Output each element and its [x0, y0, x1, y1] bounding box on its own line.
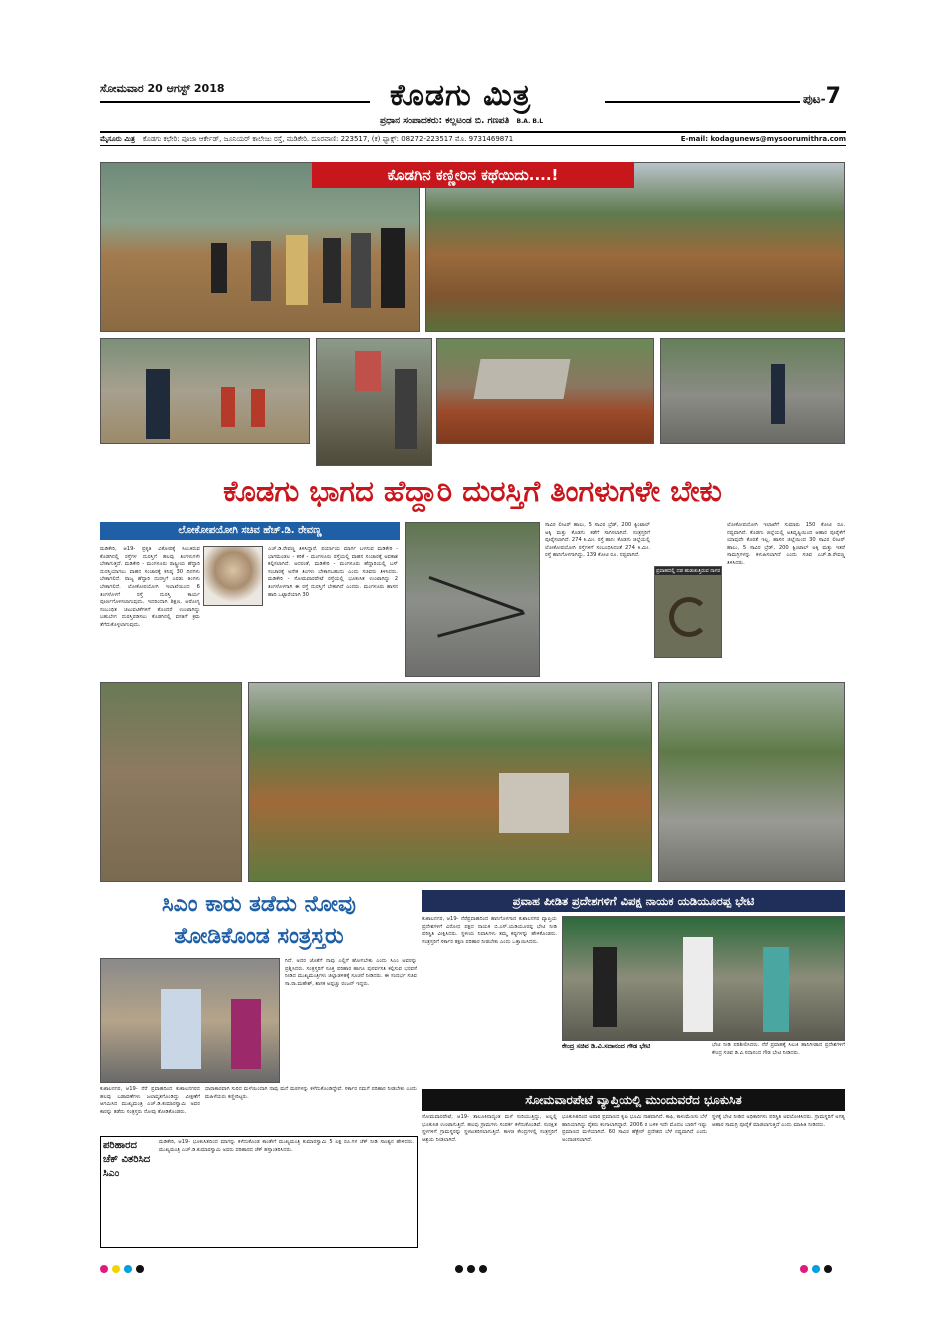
registration-marks-left — [100, 1258, 148, 1277]
masthead-rule-left — [100, 101, 370, 103]
story1-col3: ಸಾವಿರ ಲೀಟರ್ ಹಾಲು, 5 ಸಾವಿರ ಬ್ರೆಡ್, 200 ಕ್ವಿಂಟಾಲ್ ಅಕ್ಕಿ ಮತ್ತು ಕೊಡಗು ಕಡೆಗೆ ಸಾಗಿಸಲಾಗಿದೆ. ಸಂತ್ರಸ್ತರಿಗೆ ಪೂರೈಸಲಾಗಿದೆ. 274 ಕಿ.ಮೀ. ರಸ್ತೆ ಹಾನಿ: ಕೊಡಗು ಜಿಲ್ಲೆಯಲ್ಲಿ ಲೋಕೋಪಯೋಗಿ ರಸ್ತೆಗಳಿಗೆ ಸಂಬಂಧಿಸಿದಂತೆ 274 ಕಿ.ಮೀ. ರಸ್ತೆ ಹಾನಿಗೊಳಗಾಗಿದ್ದು, 139 ಕೋಟಿ ರೂ. ನಷ್ಟವಾಗಿದೆ. — [545, 522, 650, 559]
photo-cracked-road-rescuers — [660, 338, 845, 444]
photo-carrying-person — [316, 338, 432, 466]
masthead-rule-right — [605, 101, 800, 103]
story2-body-b: ಧಾರಾಕಾರವಾಗಿ ಸುರಿದ ಮಳೆಯಿಂದಾಗಿ ನಾವು ಮನೆ ಮಠಗಳನ್ನು ಕಳೆದುಕೊಂಡಿದ್ದೇವೆ. ಸರ್ಕಾರ ನಮಗೆ ಪರಿಹಾರ ನೀಡಬೇಕು ಎಂದು ಮಹಿಳೆಯರು ಕಣ್ಣೀರಿಟ್ಟರು. — [205, 1086, 417, 1100]
story4-headline: ಸೋಮವಾರಪೇಟೆ ವ್ಯಾಪ್ತಿಯಲ್ಲಿ ಮುಂದುವರೆದ ಭೂಕುಸಿತ — [422, 1089, 845, 1111]
address-strip — [100, 131, 846, 146]
story1-kicker: ಲೋಕೋಪಯೋಗಿ ಸಚಿವ ಹೆಚ್.ಡಿ. ರೇವಣ್ಣ — [100, 522, 400, 540]
page-label: ಪುಟ- — [803, 92, 826, 106]
registration-marks-center — [455, 1258, 491, 1277]
brand-small: ಮೈಸೂರು ಮಿತ್ರ — [100, 134, 135, 143]
masthead-date: ಸೋಮವಾರ 20 ಆಗಸ್ಟ್ 2018 — [100, 82, 225, 95]
story4-body2: ಭೂಕುಸಿತದಿಂದ ಅಪಾರ ಪ್ರಮಾಣದ ಕೃಷಿ ಭೂಮಿ ನಾಶವಾಗಿದೆ. ಕಾಫಿ, ಕಾಳುಮೆಣಸು ಬೆಳೆ ಹಾನಿಯಾಗಿದ್ದು ರೈತರು ಕಂಗಾಲಾಗಿದ್ದಾರೆ. 2006 ರ ಬಳಿಕ ಇದೇ ಮೊದಲ ಬಾರಿಗೆ ಇಷ್ಟು ಪ್ರಮಾಣದ ಮಳೆಯಾಗಿದೆ. 60 ಸಾವಿರ ಹೆಕ್ಟೇರ್ ಪ್ರದೇಶದ ಬೆಳೆ ನಷ್ಟವಾಗಿದೆ ಎಂದು ಅಂದಾಜಿಸಲಾಗಿದೆ. — [562, 1114, 707, 1143]
story4-body3: ಸ್ಥಳಕ್ಕೆ ಭೇಟಿ ನೀಡಿದ ಅಧಿಕಾರಿಗಳು ಪರಿಸ್ಥಿತಿ ಅವಲೋಕಿಸಿದರು. ಗ್ರಾಮಸ್ಥರಿಗೆ ಅಗತ್ಯ ಆಹಾರ ಸಾಮಗ್ರಿ ಪೂರೈಕೆ ಮಾಡಲಾಗುತ್ತಿದೆ ಎಂದು ಮಾಹಿತಿ ನೀಡಿದರು. — [712, 1114, 845, 1128]
photo-rescue-rope — [100, 338, 310, 444]
banner: ಕೊಡಗಿನ ಕಣ್ಣೀರಿನ ಕಥೆಯಿದು....! — [312, 162, 634, 188]
story1-col2: ಎಚ್.ಡಿ.ರೇವಣ್ಣ ತಿಳಿಸಿದ್ದಾರೆ. ಪರ್ಯಾಯ ಮಾರ್ಗ ಬಳಸುವ ಮಡಿಕೇರಿ - ಭಾಗಮಂಡಲ - ಕರಿಕೆ - ಮಂಗಳೂರು ರಸ್ತೆಯಲ್ಲಿ ವಾಹನ ಸಂಚಾರಕ್ಕೆ ಅವಕಾಶ ಕಲ್ಪಿಸಲಾಗಿದೆ. ಅದರಂತೆ, ಮಡಿಕೇರಿ - ಮಂಗಳೂರು ಹೆದ್ದಾರಿಯಲ್ಲಿ ಬಸ್ ಸಂಚಾರಕ್ಕೆ ಅನೇಕ ತಿಂಗಳು ಬೇಕಾಗಬಹುದು ಎಂದು ಸಚಿವರು ತಿಳಿಸಿದರು. ಮಡಿಕೇರಿ - ಸೋಮವಾರಪೇಟೆ ರಸ್ತೆಯಲ್ಲಿ ಭೂಕುಸಿತ ಉಂಟಾಗಿದ್ದು 2 ತಿಂಗಳೊಳಗಾಗಿ ಈ ರಸ್ತೆ ದುರಸ್ತಿಗೆ ಬೇಕಾಗಿದೆ ಎಂದರು. ಮಂಗಳೂರು ಹಾಸನ ಹಾದಿ ಒಟ್ಟಾರೆಯಾಗಿ 30 — [268, 546, 398, 598]
photo-damaged-highway — [405, 522, 540, 677]
address-line: ಕೊಡಗು ಕಛೇರಿ: ಪೂಜಾ ಆರ್ಕೇಡ್, ಜೂನಿಯರ್ ಕಾಲೇಜು ರಸ್ತೆ, ಮಡಿಕೇರಿ. ದೂರವಾಣಿ: 223517, (ಕ) ಫ್ಯಾಕ್ಸ್: 08272-223517 ಮೊ. 9731469871 — [142, 134, 514, 143]
editor-degree: B.A. B.L — [516, 118, 544, 125]
story3-photo-caption: ಕೇಂದ್ರ ಸಚಿವ ಡಿ.ವಿ.ಸದಾನಂದ ಗೌಡ ಭೇಟಿ — [562, 1042, 651, 1050]
story3-body: ಕುಶಾಲನಗರ, ಆ19- ನೆರೆಪ್ರವಾಹದಿಂದ ಹಾನಿಗೊಳಗಾದ ಕುಶಾಲನಗರ ವ್ಯಾಪ್ತಿಯ ಪ್ರದೇಶಗಳಿಗೆ ವಿರೋಧ ಪಕ್ಷದ ನಾಯಕ ಬಿ.ಎಸ್.ಯಡಿಯೂರಪ್ಪ ಭೇಟಿ ನೀಡಿ ಪರಿಸ್ಥಿತಿ ವೀಕ್ಷಿಸಿದರು. ಸ್ಥಳೀಯ ನಿವಾಸಿಗಳು ತಮ್ಮ ಕಷ್ಟಗಳನ್ನು ಹೇಳಿಕೊಂಡರು. ಸಂತ್ರಸ್ತರಿಗೆ ಸರ್ಕಾರ ತಕ್ಷಣ ಪರಿಹಾರ ನೀಡಬೇಕು ಎಂದು ಒತ್ತಾಯಿಸಿದರು. — [422, 916, 557, 945]
email-line: E-mail: kodagunews@mysoorumithra.com — [680, 135, 846, 143]
photo-house-damage — [658, 682, 845, 882]
editor-name: ಪ್ರಧಾನ ಸಂಪಾದಕರು: ಕಲ್ಲಟಂಡ ಬಿ. ಗಣಪತಿ — [380, 116, 510, 126]
photo-cobra-inset — [654, 566, 722, 658]
story2-headline-line2: ತೋಡಿಕೊಂಡ ಸಂತ್ರಸ್ತರು — [174, 924, 344, 949]
minister-portrait — [203, 546, 263, 606]
story4-body: ಸೋಮವಾರಪೇಟೆ, ಆ19- ತಾಲೂಕಿನಾದ್ಯಂತ ಮಳೆ ಸುರಿಯುತ್ತಿದ್ದು, ಅಲ್ಲಲ್ಲಿ ಭೂಕುಸಿತ ಉಂಟಾಗುತ್ತಿದೆ. ಹಲವು ಗ್ರಾಮಗಳು ಸಂಪರ್ಕ ಕಳೆದುಕೊಂಡಿವೆ. ಸುರಕ್ಷಿತ ಸ್ಥಳಗಳಿಗೆ ಗ್ರಾಮಸ್ಥರನ್ನು ಸ್ಥಳಾಂತರಿಸಲಾಗುತ್ತಿದೆ. ಕಾಳಜಿ ಕೇಂದ್ರಗಳಲ್ಲಿ ಸಂತ್ರಸ್ತರಿಗೆ ಆಶ್ರಯ ನೀಡಲಾಗಿದೆ. — [422, 1114, 557, 1143]
caption-box — [100, 1136, 418, 1248]
story2-headline-line1: ಸಿಎಂ ಕಾರು ತಡೆದು ನೋವು — [161, 892, 356, 917]
story3-headline: ಪ್ರವಾಹ ಪೀಡಿತ ಪ್ರದೇಶಗಳಿಗೆ ವಿಪಕ್ಷ ನಾಯಕ ಯಡಿಯೂರಪ್ಪ ಭೇಟಿ — [422, 890, 845, 912]
story1-col1: ಮಡಿಕೇರಿ, ಆ19- ಪ್ರಕೃತಿ ವಿಕೋಪಕ್ಕೆ ಸಿಲುಕಿರುವ ಕೊಡಗಿನಲ್ಲಿ ರಸ್ತೆಗಳ ದುರಸ್ತಿಗೆ ಹಲವು ತಿಂಗಳುಗಳೇ ಬೇಕಾಗುತ್ತದೆ. ಮಡಿಕೇರಿ - ಮಂಗಳೂರು ರಾಷ್ಟ್ರೀಯ ಹೆದ್ದಾರಿ ದುರಸ್ತಿಯಾಗಲು ವಾಹನ ಸಂಚಾರಕ್ಕೆ ಕನಿಷ್ಠ 30 ದಿನಗಳು ಬೇಕಾಗಲಿದೆ. ರಾಜ್ಯ ಹೆದ್ದಾರಿ ದುರಸ್ತಿಗೆ ಎರಡು ತಿಂಗಳು ಬೇಕಾಗಲಿದೆ. ಲೋಕೋಪಯೋಗಿ ಇಲಾಖೆಯಿಂದ 6 ತಿಂಗಳೊಳಗೆ ರಸ್ತೆ ದುರಸ್ತಿ ಕಾರ್ಯ ಪೂರ್ಣಗೊಳಿಸಲಾಗುವುದು. ಇದರಿಂದಾಗಿ ಶಿಕ್ಷಣ, ಆರೋಗ್ಯ ಸಂಬಂಧಿತ ಚಟುವಟಿಕೆಗಳಿಗೆ ತೊಂದರೆ ಉಂಟಾಗಿದ್ದು ಬಹುಬೇಗ ದುರಸ್ತಿಪಡಿಸಲು ಕೊಡಗಿನಲ್ಲಿ ವಸತಿಗೆ ಕ್ರಮ ತೆಗೆದುಕೊಳ್ಳಲಾಗುವುದು. — [100, 546, 200, 628]
photo-yeddyurappa-visit — [562, 916, 845, 1041]
registration-marks-right — [800, 1258, 836, 1277]
story1-col4: ಲೋಕೋಪಯೋಗಿ ಇಲಾಖೆಗೆ ಸುಮಾರು 150 ಕೋಟಿ ರೂ. ನಷ್ಟವಾಗಿದೆ. ಕೊಡಗು ಜಿಲ್ಲೆಯಲ್ಲಿ ಅತಿವೃಷ್ಟಿಯಿಂದ ಆಹಾರ ಪೂರೈಕೆಗೆ ಯಾವುದೇ ಕೊರತೆ ಇಲ್ಲ. ಹಾಸನ ಜಿಲ್ಲೆಯಿಂದ 30 ಸಾವಿರ ಲೀಟರ್ ಹಾಲು, 5 ಸಾವಿರ ಬ್ರೆಡ್, 200 ಕ್ವಿಂಟಾಲ್ ಅಕ್ಕಿ ಮತ್ತು ಇತರೆ ಸಾಮಗ್ರಿಗಳನ್ನು ಕಳುಹಿಸಲಾಗಿದೆ ಎಂದು ಸಚಿವ ಎಚ್.ಡಿ.ರೇವಣ್ಣ ತಿಳಿಸಿದರು. — [727, 522, 845, 566]
masthead-editor — [380, 116, 543, 126]
story2-body-a: ಕುಶಾಲನಗರ, ಆ19- ನೆರೆ ಪ್ರವಾಹದಿಂದ ಕುಶಾಲನಗರದ ಹಲವು ಬಡಾವಣೆಗಳು ಜಲಾವೃತಗೊಂಡಿದ್ದು ವೀಕ್ಷಣೆಗೆ ಆಗಮಿಸಿದ ಮುಖ್ಯಮಂತ್ರಿ ಎಚ್.ಡಿ.ಕುಮಾರಸ್ವಾಮಿ ಅವರ ಕಾರನ್ನು ತಡೆದು ಸಂತ್ರಸ್ತರು ನೋವು ತೋಡಿಕೊಂಡರು. — [100, 1086, 200, 1115]
photo-landslide-house — [248, 682, 652, 882]
page-number — [803, 84, 841, 109]
caption-box-label: ಪರಿಹಾರದ ಚೆಕ್ ವಿತರಿಸಿದ ಸಿಎಂ — [103, 1140, 151, 1179]
photo-cm-with-victims — [100, 958, 280, 1083]
photo-flood-debris — [100, 682, 242, 882]
inset-caption: ಪ್ರವಾಹದಲ್ಲಿ ದಡ ಹುಡುಕುತ್ತಿರುವ ನಾಗರ — [655, 567, 722, 575]
story3-body2: ಭೇಟಿ ನೀಡಿ ಪರಿಶೀಲಿಸಿದರು. ನೆರೆ ಪ್ರವಾಹಕ್ಕೆ ಸಿಲುಕಿ ಹಾನಿಗೀಡಾದ ಪ್ರದೇಶಗಳಿಗೆ ಕೇಂದ್ರ ಸಚಿವ ಡಿ.ವಿ.ಸದಾನಂದ ಗೌಡ ಭೇಟಿ ನೀಡಿದರು. — [712, 1042, 845, 1056]
masthead-title: ಕೊಡಗು ಮಿತ್ರ — [390, 78, 532, 113]
story2-body-c: ಗಿದೆ. ಅದರ ಜೊತೆಗೆ ನಾವು ಎಲ್ಲಿಗೆ ಹೋಗಬೇಕು ಎಂದು ಸಿಎಂ ಅವರನ್ನು ಪ್ರಶ್ನಿಸಿದರು. ಸಂತ್ರಸ್ತರಿಗೆ ಸೂಕ್ತ ಪರಿಹಾರ ಹಾಗೂ ಪುನರ್ವಸತಿ ಕಲ್ಪಿಸುವ ಭರವಸೆ ನೀಡಿದ ಮುಖ್ಯಮಂತ್ರಿಗಳು ಜಿಲ್ಲಾಡಳಿತಕ್ಕೆ ಸೂಚನೆ ನೀಡಿದರು. ಈ ಸಂದರ್ಭ ಸಚಿವ ಸಾ.ರಾ.ಮಹೇಶ್, ಶಾಸಕ ಅಪ್ಪಚ್ಚು ರಂಜನ್ ಇದ್ದರು. — [285, 958, 417, 987]
page-num: 7 — [825, 84, 841, 109]
main-headline: ಕೊಡಗು ಭಾಗದ ಹೆದ್ದಾರಿ ದುರಸ್ತಿಗೆ ತಿಂಗಳುಗಳೇ ಬೇಕು — [223, 474, 722, 508]
photo-collapsed-house — [436, 338, 654, 444]
caption-box-body: ಮಡಿಕೇರಿ, ಆ19- ಭೂಕುಸಿತದಿಂದ ಮಾಗನ್ನು ಕಳೆದುಕೊಂಡ ಕಾಂತೇಗೆ ಮುಖ್ಯಮಂತ್ರಿ ಕುಮಾರಸ್ವಾಮಿ 5 ಲಕ್ಷ ರೂ.ಗಳ ಚೆಕ್ ನೀಡಿ ಸಾಂತ್ವನ ಹೇಳಿದರು. ಮುಖ್ಯಮಂತ್ರಿ ಎಚ್.ಡಿ.ಕುಮಾರಸ್ವಾಮಿ ಅವರು ಪರಿಹಾರದ ಚೆಕ್ ಹಸ್ತಾಂತರಿಸಿದರು. — [159, 1139, 414, 1153]
